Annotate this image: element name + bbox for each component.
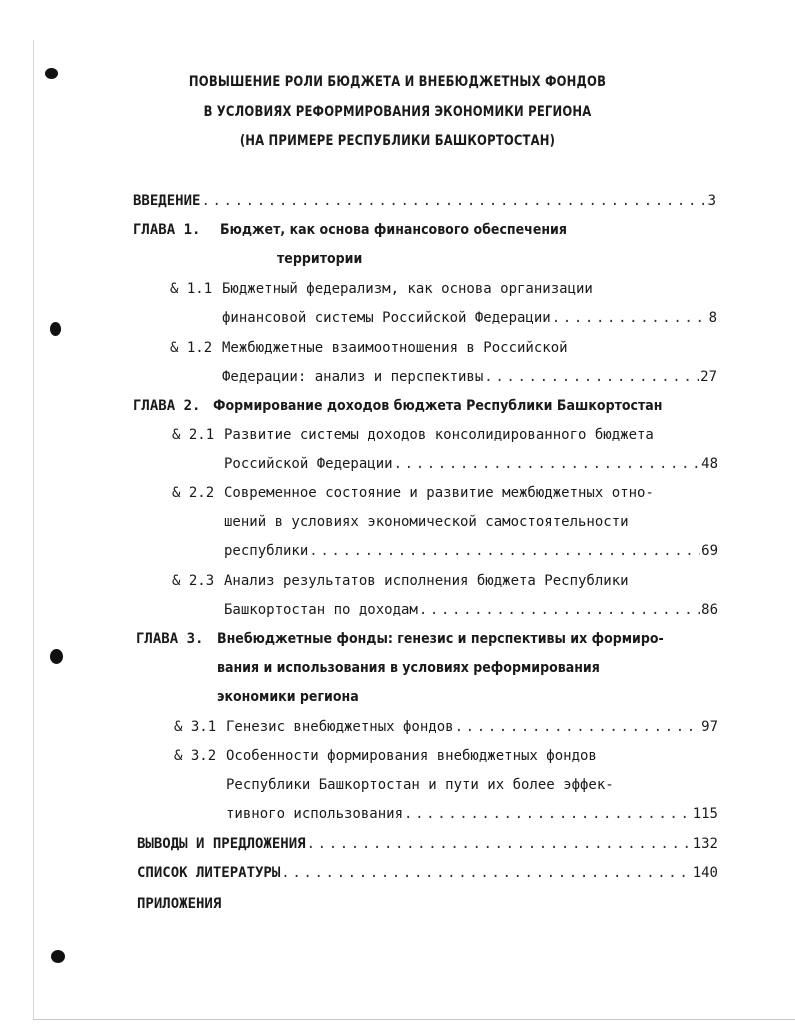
section-number: & 1.2 <box>170 340 213 356</box>
chapter-number: ГЛАВА 3. <box>136 631 204 647</box>
toc-page-number: 69 <box>701 543 718 559</box>
chapter-2-title-line-1: Формирование доходов бюджета Республики Башкортостан <box>213 398 663 414</box>
dot-leader <box>307 833 692 855</box>
toc-entry-label: ПРИЛОЖЕНИЯ <box>137 896 222 912</box>
chapter-3-title-line-3: экономики региона <box>217 689 359 705</box>
chapter-number: ГЛАВА 2. <box>133 398 201 414</box>
toc-entry-section-1-1 <box>222 307 717 329</box>
binding-margin-line <box>33 40 34 1020</box>
page-bottom-edge <box>33 1019 795 1020</box>
section-2-2-title-line-1: Современное состояние и развитие межбюджетных отно- <box>224 485 654 501</box>
section-2-3-title-line-2: Башкортостан по доходам <box>224 602 418 618</box>
toc-entry-section-2-2 <box>224 540 718 562</box>
toc-page-number: 140 <box>692 865 718 881</box>
toc-page-number: 132 <box>692 836 718 852</box>
toc-entry-section-1-2 <box>222 366 717 388</box>
dot-leader <box>201 190 706 212</box>
punch-hole-mark <box>50 322 61 336</box>
section-3-2-title-line-2: Республики Башкортостан и пути их более эффек- <box>226 777 614 793</box>
dot-leader <box>404 803 692 825</box>
toc-page-number: 97 <box>701 719 718 735</box>
section-2-1-title-line-1: Развитие системы доходов консолидированного бюджета <box>224 427 654 443</box>
section-number: & 2.2 <box>172 485 215 501</box>
document-title-line-2: В УСЛОВИЯХ РЕФОРМИРОВАНИЯ ЭКОНОМИКИ РЕГИОНА <box>203 104 592 120</box>
section-1-2-title-line-2: Федерации: анализ и перспективы <box>222 369 484 385</box>
toc-entry-section-2-3 <box>224 599 718 621</box>
toc-entry-introduction <box>133 190 716 212</box>
toc-chapter-3-heading <box>136 628 203 650</box>
chapter-3-title-line-1: Внебюджетные фонды: генезис и перспективы их формиро- <box>217 631 664 647</box>
toc-chapter-2-heading <box>133 395 200 417</box>
toc-entry-section-3-1 <box>226 716 718 738</box>
chapter-3-title-line-2: вания и использования в условиях реформирования <box>217 660 600 676</box>
section-3-1-title: Генезис внебюджетных фондов <box>226 719 454 735</box>
section-number: & 3.2 <box>174 748 217 764</box>
section-number: & 3.1 <box>174 719 217 735</box>
dot-leader <box>484 366 699 388</box>
toc-page-number: 8 <box>708 310 717 326</box>
section-2-2-title-line-3: республики <box>224 543 309 559</box>
section-2-1-title-line-2: Российской Федерации <box>224 456 393 472</box>
toc-entry-section-2-1 <box>224 453 718 475</box>
chapter-1-title-line-2: территории <box>277 251 363 267</box>
toc-entry-references <box>137 862 718 884</box>
toc-page-number: 48 <box>701 456 718 472</box>
dot-leader <box>281 862 691 884</box>
section-2-3-title-line-1: Анализ результатов исполнения бюджета Республики <box>224 573 629 589</box>
dot-leader <box>309 540 700 562</box>
section-3-2-title-line-3: тивного использования <box>226 806 404 822</box>
section-1-1-title-line-1: Бюджетный федерализм, как основа организации <box>222 281 593 297</box>
dot-leader <box>419 599 700 621</box>
section-1-2-title-line-1: Межбюджетные взаимоотношения в Российской <box>222 340 568 356</box>
toc-entry-conclusions <box>137 833 718 855</box>
punch-hole-mark <box>50 649 63 664</box>
dot-leader <box>394 453 701 475</box>
section-1-1-title-line-2: финансовой системы Российской Федерации <box>222 310 551 326</box>
toc-chapter-1-heading <box>133 219 200 241</box>
toc-page-number: 86 <box>701 602 718 618</box>
section-number: & 2.1 <box>172 427 215 443</box>
toc-entry-appendix <box>137 893 221 915</box>
section-2-2-title-line-2: шений в условиях экономической самостоятельности <box>224 514 629 530</box>
dot-leader <box>455 716 701 738</box>
toc-page-number: 3 <box>707 193 716 209</box>
chapter-number: ГЛАВА 1. <box>133 222 201 238</box>
toc-entry-label: СПИСОК ЛИТЕРАТУРЫ <box>137 865 281 881</box>
punch-hole-mark <box>51 950 65 963</box>
document-title-line-1: ПОВЫШЕНИЕ РОЛИ БЮДЖЕТА И ВНЕБЮДЖЕТНЫХ ФОНДОВ <box>188 74 607 90</box>
section-3-2-title-line-1: Особенности формирования внебюджетных фондов <box>226 748 597 764</box>
dot-leader <box>552 307 708 329</box>
toc-page-number: 27 <box>700 369 717 385</box>
toc-entry-label: ВВЕДЕНИЕ <box>133 193 201 209</box>
section-number: & 2.3 <box>172 573 215 589</box>
toc-page-number: 115 <box>692 806 718 822</box>
chapter-1-title-line-1: Бюджет, как основа финансового обеспечения <box>220 222 567 238</box>
toc-entry-section-3-2 <box>226 803 718 825</box>
document-title-line-3: (НА ПРИМЕРЕ РЕСПУБЛИКИ БАШКОРТОСТАН) <box>239 133 556 149</box>
toc-entry-label: ВЫВОДЫ И ПРЕДЛОЖЕНИЯ <box>137 836 306 852</box>
section-number: & 1.1 <box>170 281 213 297</box>
